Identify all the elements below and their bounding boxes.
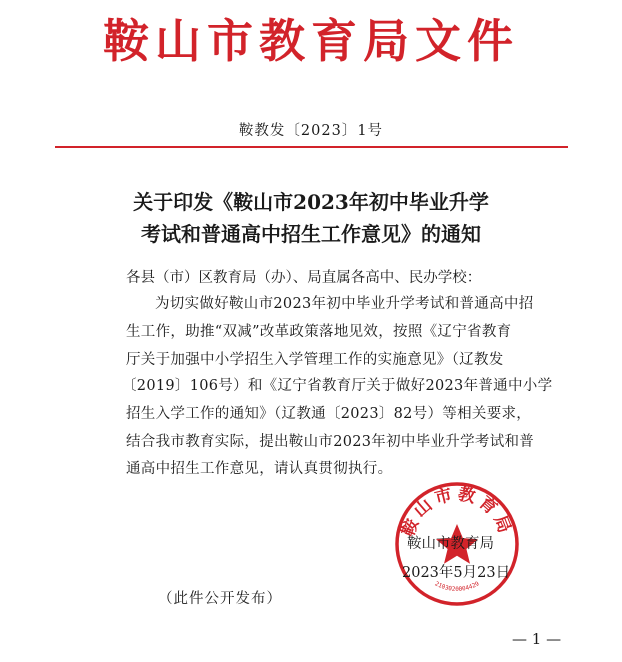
page-number: — 1 — <box>512 630 562 648</box>
publish-note: （此件公开发布） <box>158 591 282 607</box>
signature-organization: 鞍山市教育局 <box>407 536 494 552</box>
signature-date: 2023年5月23日 <box>402 565 511 581</box>
notice-title <box>0 186 622 250</box>
body-line: 厅关于加强中小学招生入学管理工作的实施意见》（辽教发 <box>126 352 504 368</box>
document-header-title: 鞍山市教育局文件 <box>103 14 519 68</box>
seal-code: 2103020004429 <box>433 580 481 593</box>
body-line: 结合我市教育实际，提出鞍山市2023年初中毕业升学考试和普 <box>126 434 535 450</box>
document-number: 鞍教发〔2023〕1号 <box>238 123 384 139</box>
notice-title-line-1: 关于印发《鞍山市2023年初中毕业升学 <box>133 190 489 214</box>
body-line: 招生入学工作的通知》（辽教通〔2023〕82号）等相关要求， <box>126 406 532 422</box>
seal-arc-text: 鞍山市教育局 <box>398 484 516 540</box>
header-divider <box>55 146 568 148</box>
body-line: 通高中招生工作意见，请认真贯彻执行。 <box>126 461 393 477</box>
body-line: 〔2019〕106号）和《辽宁省教育厅关于做好2023年普通中小学 <box>122 378 553 394</box>
svg-text:2103020004429 <box>434 580 481 593</box>
notice-title-line-2: 考试和普通高中招生工作意见》的通知 <box>141 222 481 246</box>
salutation: 各县（市）区教育局（办）、局直属各高中、民办学校： <box>126 270 482 286</box>
body-line: 生工作，助推“双减”改革政策落地见效，按照《辽宁省教育 <box>126 324 512 340</box>
body-line: 为切实做好鞍山市2023年初中毕业升学考试和普通高中招 <box>155 296 534 312</box>
